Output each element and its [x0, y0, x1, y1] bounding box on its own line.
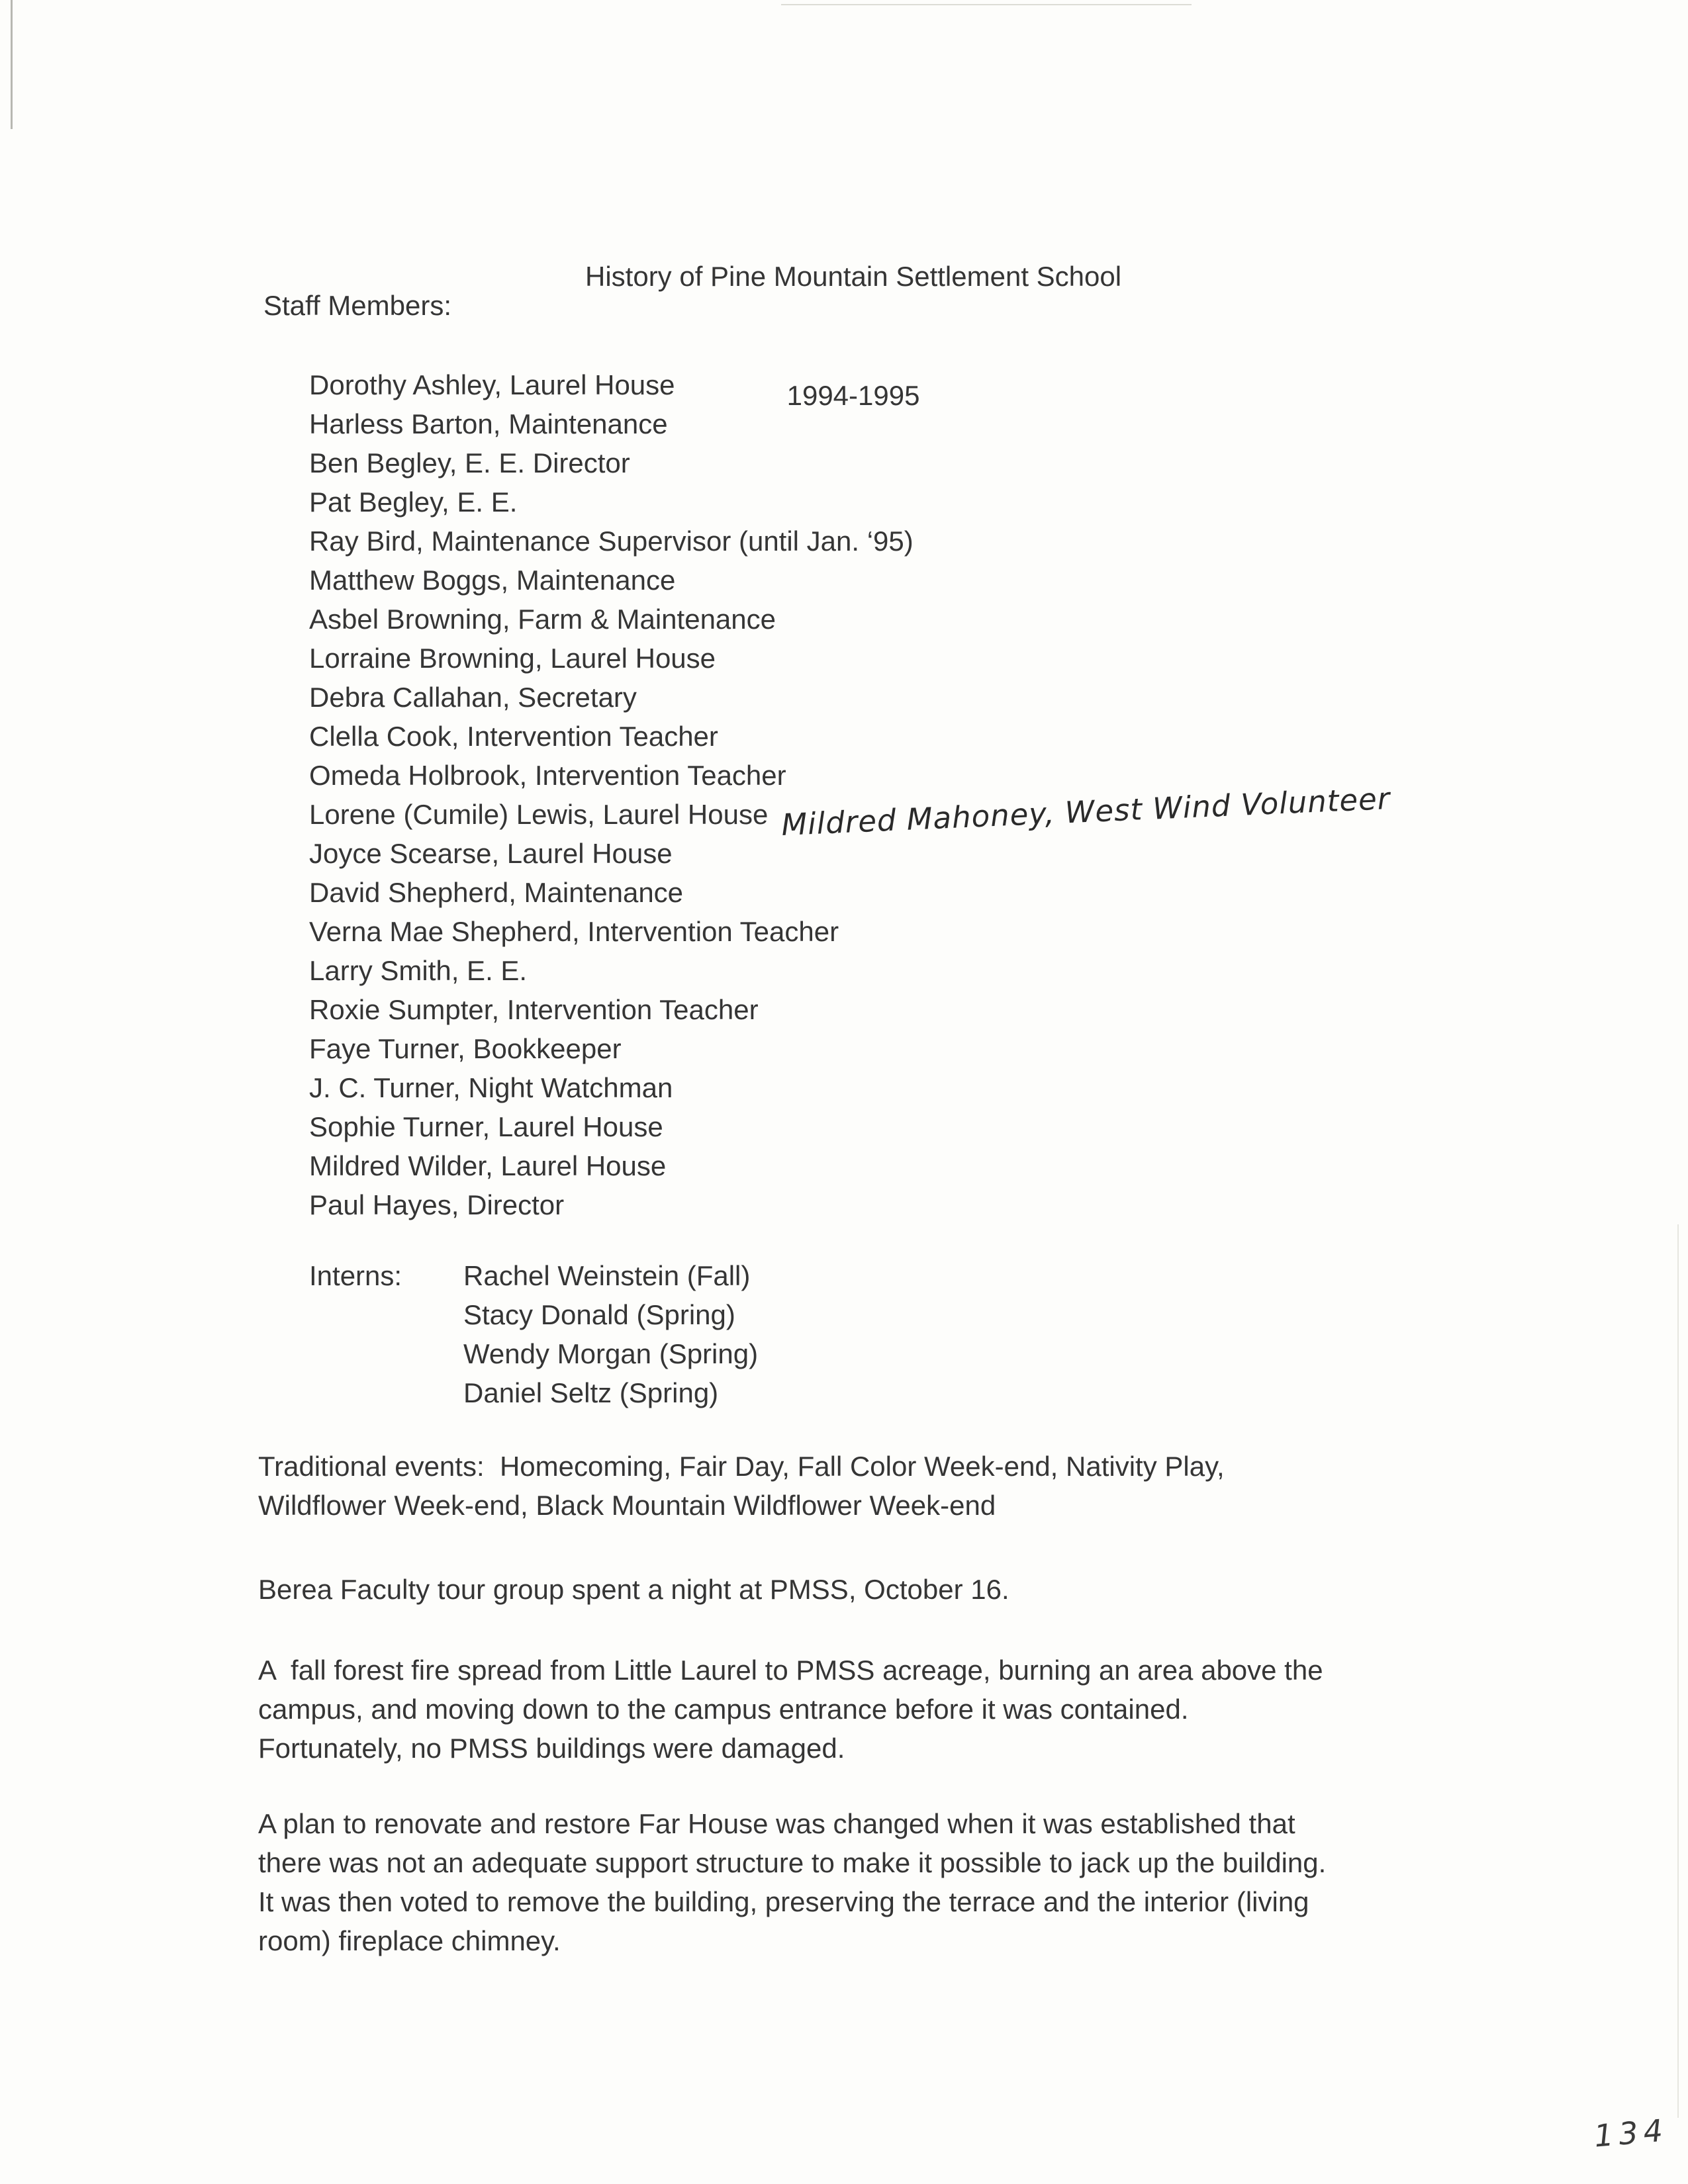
handwritten-annotation: Mildred Mahoney, West Wind Volunteer	[780, 780, 1391, 843]
paragraph-line: Traditional events: Homecoming, Fair Day, Fall Color Week-end, Nativity Play,	[258, 1451, 1225, 1482]
paragraph-traditional-events	[258, 1447, 1225, 1525]
intern-name: Wendy Morgan (Spring)	[463, 1338, 759, 1369]
title-line-1: History of Pine Mountain Settlement School	[585, 261, 1122, 292]
staff-list-item: Lorene (Cumile) Lewis, Laurel House	[309, 799, 769, 830]
intern-name: Stacy Donald (Spring)	[463, 1299, 735, 1330]
staff-list-item: Ray Bird, Maintenance Supervisor (until Jan. ‘95)	[309, 525, 914, 557]
title-line-2: 1994-1995	[786, 380, 920, 411]
staff-list-item: Sophie Turner, Laurel House	[309, 1111, 663, 1142]
paragraph-line: Fortunately, no PMSS buildings were damaged.	[258, 1733, 845, 1764]
paragraph-line: room) fireplace chimney.	[258, 1925, 561, 1956]
paragraph-line: It was then voted to remove the building, preserving the terrace and the interior (living	[258, 1886, 1309, 1917]
staff-list-item: David Shepherd, Maintenance	[309, 877, 684, 908]
scan-artifact-top-line	[781, 4, 1192, 5]
paragraph-line: Berea Faculty tour group spent a night at PMSS, October 16.	[258, 1574, 1009, 1605]
staff-list-item: Paul Hayes, Director	[309, 1189, 565, 1220]
staff-list-item: Ben Begley, E. E. Director	[309, 447, 630, 478]
interns-name-list	[463, 1256, 758, 1412]
staff-list-item: Faye Turner, Bookkeeper	[309, 1033, 622, 1064]
staff-heading: Staff Members:	[263, 290, 451, 321]
staff-list-item: Joyce Scearse, Laurel House	[309, 838, 673, 869]
paragraph-line: campus, and moving down to the campus entrance before it was contained.	[258, 1694, 1189, 1725]
staff-list-item: Verna Mae Shepherd, Intervention Teacher	[309, 916, 839, 947]
scan-artifact-right-edge	[1677, 1224, 1679, 2118]
staff-list-item: Harless Barton, Maintenance	[309, 408, 668, 439]
staff-list-item: J. C. Turner, Night Watchman	[309, 1072, 673, 1103]
interns-section	[309, 1256, 758, 1412]
paragraph-far-house	[258, 1804, 1326, 1960]
staff-list	[309, 365, 914, 1224]
staff-list-item: Debra Callahan, Secretary	[309, 682, 637, 713]
staff-list-item: Larry Smith, E. E.	[309, 955, 528, 986]
staff-list-item: Clella Cook, Intervention Teacher	[309, 721, 718, 752]
staff-list-item: Lorraine Browning, Laurel House	[309, 643, 716, 674]
handwritten-page-number: 134	[1592, 2112, 1669, 2154]
interns-label: Interns:	[309, 1260, 402, 1291]
staff-list-item: Pat Begley, E. E.	[309, 486, 518, 518]
staff-list-item: Mildred Wilder, Laurel House	[309, 1150, 667, 1181]
staff-list-item: Matthew Boggs, Maintenance	[309, 565, 676, 596]
paragraph-line: Wildflower Week-end, Black Mountain Wildflower Week-end	[258, 1490, 996, 1521]
paragraph-berea-tour	[258, 1570, 1009, 1609]
staff-list-item: Omeda Holbrook, Intervention Teacher	[309, 760, 786, 791]
paragraph-line: there was not an adequate support structure to make it possible to jack up the building.	[258, 1847, 1327, 1878]
paragraph-forest-fire	[258, 1651, 1323, 1768]
scan-artifact-left-edge	[11, 0, 13, 129]
paragraph-line: A plan to renovate and restore Far House was changed when it was established that	[258, 1808, 1295, 1839]
staff-list-item: Dorothy Ashley, Laurel House	[309, 369, 675, 400]
staff-list-item: Roxie Sumpter, Intervention Teacher	[309, 994, 759, 1025]
intern-name: Daniel Seltz (Spring)	[463, 1377, 719, 1408]
paragraph-line: A fall forest fire spread from Little Laurel to PMSS acreage, burning an area above the	[258, 1655, 1323, 1686]
staff-list-item: Asbel Browning, Farm & Maintenance	[309, 604, 776, 635]
intern-name: Rachel Weinstein (Fall)	[463, 1260, 751, 1291]
